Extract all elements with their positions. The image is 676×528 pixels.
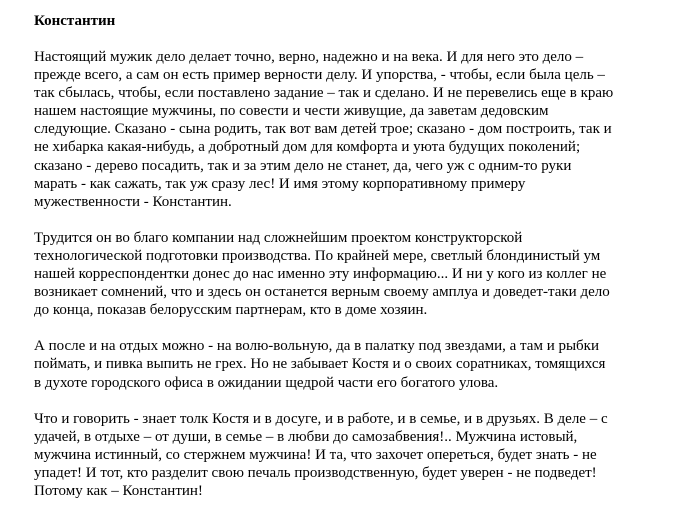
paragraph-4: Что и говорить - знает толк Костя и в досуге, и в работе, и в семье, и в друзьях. В деле – с удачей, в отдыхе – от души, в семье – в любви до самозабвения!.. Мужчина истовый, мужчина истинный, со стержнем мужчина! И та, что захочет опереться, будет знать - не упадет! И тот, кто разделит свою печаль производственную, будет уверен - не подведет! Потому как – Константин! [34,410,608,499]
document-title: Константин [34,13,116,29]
paragraph-1: Настоящий мужик дело делает точно, верно, надежно и на века. И для него это дело – прежде всего, а сам он есть пример верности делу. И упорства, - чтобы, если была цель – так сбылась, чтобы, если поставлено задание – так и сделано. И не перевелись еще в краю нашем настоящие мужчины, по совести и чести живущие, да заветам дедовским следующие. Сказано - сына родить, так вот вам детей трое; сказано - дом построить, так и не хибарка какая-нибудь, а добротный дом для комфорта и уюта будущих поколений; сказано - дерево посадить, так и за этим дело не станет, да, чего уж с одним-то руки марать - как сажать, так уж сразу лес! И имя этому корпоративному примеру мужественности - Константин. [34,49,614,210]
paragraph-2: Трудится он во благо компании над сложнейшим проектом конструкторской технологической подготовки производства. По крайней мере, светлый блондинистый ум нашей корреспондентки донес до нас именно эту информацию... И ни у кого из коллег не возникает сомнений, что и здесь он останется верным своему амплуа и доведет-таки дело до конца, показав белорусским партнерам, кто в доме хозяин. [34,229,610,319]
paragraph-3: А после и на отдых можно - на волю-вольную, да в палатку под звездами, а там и рыбки поймать, и пивка выпить не грех. Но не забывает Костя и о своих соратниках, томящихся в духоте городского офиса в ожидании щедрой части его богатого улова. [34,338,606,391]
